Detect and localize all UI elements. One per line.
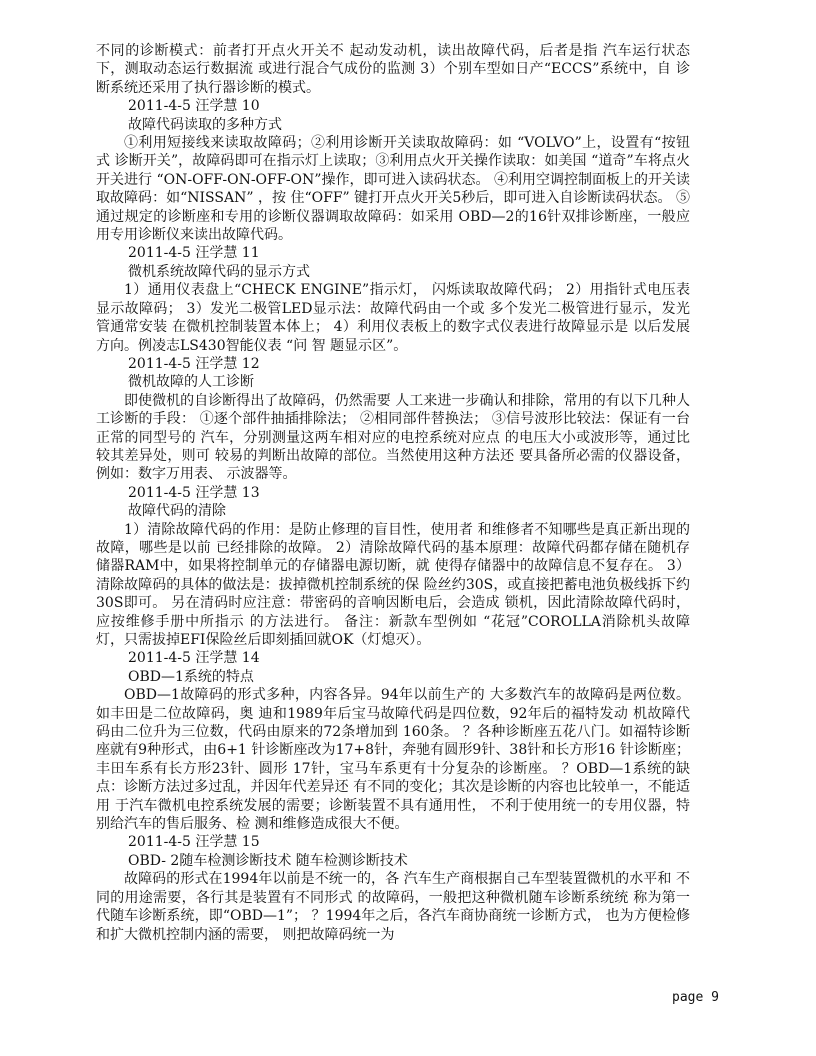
section-title: 微机系统故障代码的显示方式 bbox=[128, 263, 310, 280]
section-10 bbox=[96, 97, 690, 244]
section-body: 1）清除故障代码的作用：是防止修理的盲目性，使用者 和维修者不知哪些是真正新出现的故障，哪些是以前 已经排除的故障。 2）清除故障代码的基本原理：故障代码都存储在随机存 储器RAM中，如果将控制单元的存储器电源切断，就 使得存储器中的故障信息不复存在。 3）清除故障码的具体的做法是：拔掉微机控制系统的保 险丝约30S，或直接把蓄电池负极线拆下约30S即可。 另在清码时应注意：带密码的音响因断电后，会造成 锁机，因此清除故障代码时，应按维修手册中所指示 的方法进行。 备注：新款车型例如 “花冠”COROLLA消除机头故障 灯，只需拔掉EFI保险丝后即刻插回就OK（灯熄灭）。 bbox=[96, 521, 690, 648]
section-title: OBD- 2随车检测诊断技术 随车检测诊断技术 bbox=[128, 852, 408, 869]
section-15 bbox=[96, 833, 690, 943]
section-title: OBD—1系统的特点 bbox=[128, 668, 254, 685]
section-meta: 2011-4-5 汪学慧 11 bbox=[128, 245, 260, 262]
section-meta: 2011-4-5 汪学慧 12 bbox=[128, 355, 260, 372]
intro-paragraph: 不同的诊断模式：前者打开点火开关不 起动发动机，读出故障代码，后者是指 汽车运行状态下，测取动态运行数据流 或进行混合气成份的监测 3）个别车型如日产“ECCS”系统中，自 诊断系统还采用了执行器诊断的模式。 bbox=[96, 43, 690, 96]
section-body: 即使微机的自诊断得出了故障码，仍然需要 人工来进一步确认和排除，常用的有以下几种人 工诊断的手段： ①逐个部件抽插排除法； ②相同部件替换法； ③信号波形比较法：保证有一台正常的同型号的 汽车，分别测量这两车相对应的电控系统对应点 的电压大小或波形等，通过比较其差异处，则可 较易的判断出故障的部位。当然使用这种方法还 要具备所必需的仪器设备，例如：数字万用表、 示波器等。 bbox=[96, 392, 690, 483]
section-11 bbox=[96, 244, 690, 354]
section-meta: 2011-4-5 汪学慧 10 bbox=[128, 98, 260, 115]
section-meta: 2011-4-5 汪学慧 13 bbox=[128, 484, 260, 501]
section-body: 故障码的形式在1994年以前是不统一的，各 汽车生产商根据自己车型装置微机的水平和 不同的用途需要，各行其是装置有不同形式 的故障码，一般把这种微机随车诊断系统统 称为第一代随车诊断系统，即“OBD—1”； ？1994年之后，各汽车商协商统一诊断方式， 也为方便检修和扩大微机控制内涵的需要， 则把故障码统一为 bbox=[96, 871, 690, 943]
section-title: 故障代码的清除 bbox=[128, 503, 226, 520]
section-body: ①利用短接线来读取故障码；②利用诊断开关读取故障码：如 “VOLVO”上，设置有“按钮式 诊断开关”，故障码即可在指示灯上读取；③利用点火开关操作读取：如美国 “道奇”车将点火开关进行 “ON-OFF-ON-OFF-ON”操作，即可进入读码状态。 ④利用空调控制面板上的开关读取故障码：如“NISSAN” ，按 住“OFF” 键打开点火开关5秒后，即可进入自诊断读码状态。 ⑤通过规定的诊断座和专用的诊断仪器调取故障码：如采用 OBD—2的16针双排诊断座，一般应用专用诊断仪来读出故障代码。 bbox=[96, 135, 690, 244]
document-page bbox=[96, 42, 690, 944]
section-12 bbox=[96, 355, 690, 484]
section-meta: 2011-4-5 汪学慧 14 bbox=[128, 650, 260, 667]
section-body: OBD—1故障码的形式多种，内容各异。94年以前生产的 大多数汽车的故障码是两位数。如丰田是二位故障码，奥 迪和1989年后宝马故障代码是四位数，92年后的福特发动 机故障代码由二位升为三位数，代码由原来的72条增加到 160条。 ？各种诊断座五花八门。如福特诊断座就有9种形式，由6+1 针诊断座改为17+8针，奔驰有圆形9针、38针和长方形16 针诊断座；丰田车系有长方形23针、圆形 17针，宝马车系更有十分复杂的诊断座。 ？OBD—1系统的缺点：诊断方法过多过乱，并因年代差异还 有不同的变化；其次是诊断的内容也比较单一，不能适用 于汽车微机电控系统发展的需要；诊断装置不具有通用性， 不利于使用统一的专用仪器，特别给汽车的售后服务、检 测和维修造成很大不便。 bbox=[96, 687, 690, 833]
section-meta: 2011-4-5 汪学慧 15 bbox=[128, 834, 260, 851]
section-title: 微机故障的人工诊断 bbox=[128, 374, 254, 391]
section-title: 故障代码读取的多种方式 bbox=[128, 116, 282, 133]
section-13 bbox=[96, 484, 690, 650]
section-14 bbox=[96, 649, 690, 833]
page-number: page 9 bbox=[672, 990, 719, 1005]
section-body: 1）通用仪表盘上“CHECK ENGINE”指示灯， 闪烁读取故障代码； 2）用指针式电压表显示故障码； 3）发光二极管LED显示法：故障代码由一个或 多个发光二极管进行显示，发光管通常安装 在微机控制装置本体上； 4）利用仪表板上的数字式仪表进行故障显示是 以后发展方向。例凌志LS430智能仪表 “问 智 题显示区”。 bbox=[96, 282, 690, 354]
